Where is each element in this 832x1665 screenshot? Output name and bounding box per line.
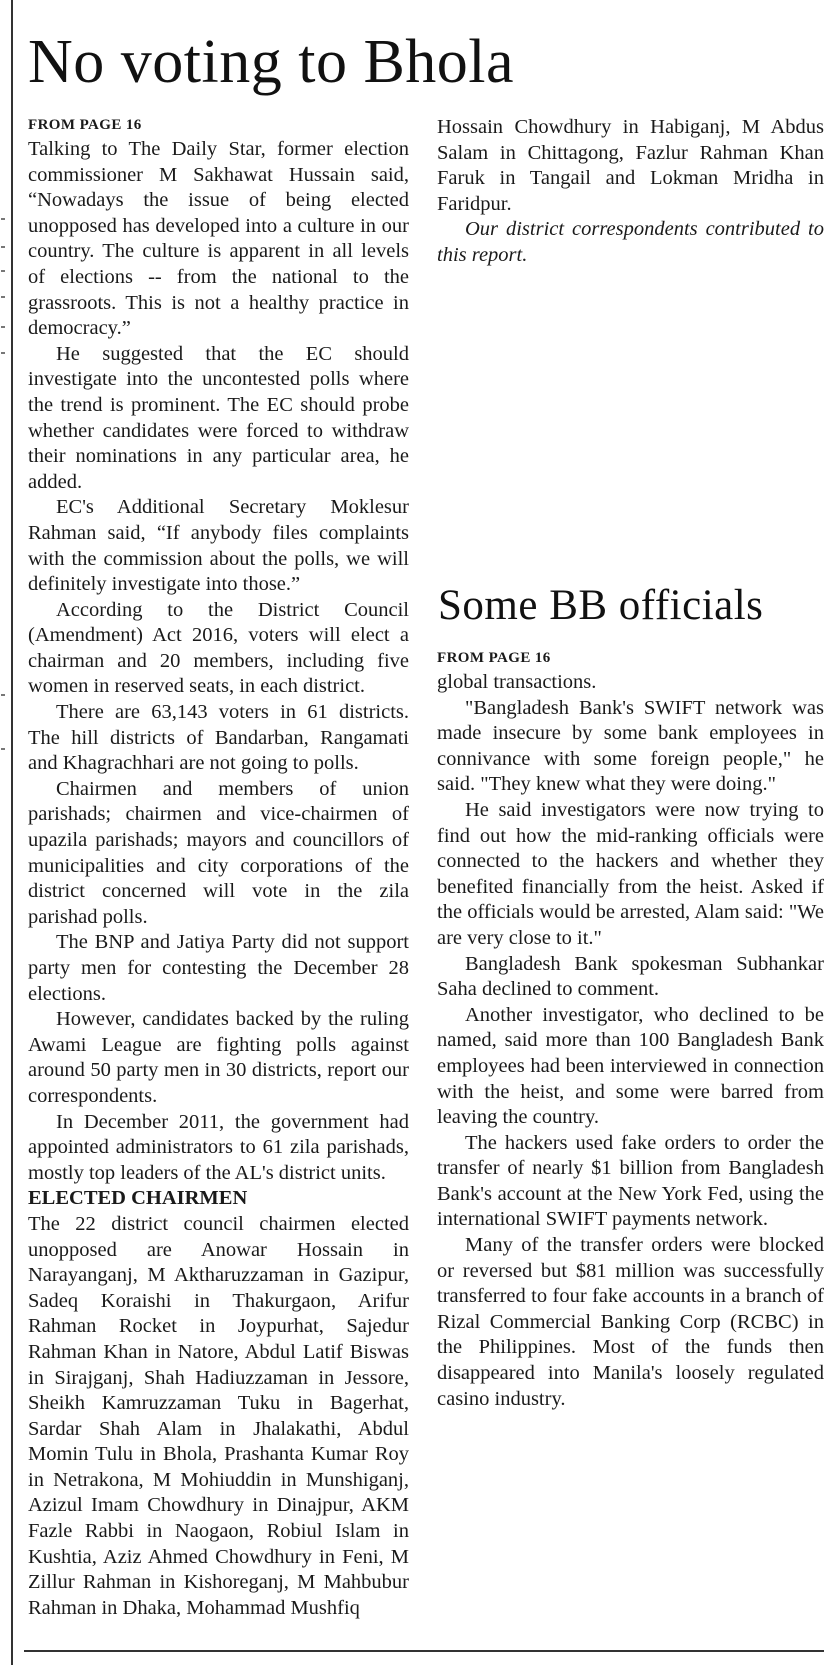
story2-paragraph: Bangladesh Bank spokesman Subhankar Saha declined to comment. — [437, 952, 824, 1001]
bottom-rule — [24, 1650, 824, 1652]
story2-paragraph: Another investigator, who declined to be named, said more than 100 Bangladesh Bank employees had been interviewed in connection with the heist, and some were barred from leaving the country. — [437, 1003, 824, 1129]
story1-paragraph: There are 63,143 voters in 61 districts. The hill districts of Bandarban, Rangamati and Khagrachhari are not going to polls. — [28, 701, 409, 775]
story1-paragraph: Talking to The Daily Star, former election commissioner M Sakhawat Hussain said, “Nowadays the issue of being elected unopposed has developed into a culture in our country. The culture is apparent in all levels of elections -- from the national to the grassroots. This is not a healthy practice in democracy.” — [28, 138, 409, 340]
story1-paragraph: However, candidates backed by the ruling Awami League are fighting polls against around 50 party men in 30 districts, report our correspondents. — [28, 1008, 409, 1107]
story1-column-2 — [437, 115, 824, 269]
story2-paragraph: He said investigators were now trying to find out how the mid-ranking officials were connected to the hackers and whether they benefited financially from the heist. Asked if the officials would be arrested, Alam said: "We are very close to it." — [437, 798, 824, 949]
story1-credit-line: Our district correspondents contributed to this report. — [437, 218, 824, 266]
story1-paragraph: In December 2011, the government had appointed administrators to 61 zila parishads, mostly top leaders of the AL's district units. — [28, 1110, 409, 1184]
left-column-rule — [11, 0, 13, 1665]
story1-paragraph: The BNP and Jatiya Party did not support party men for contesting the December 28 elections. — [28, 931, 409, 1005]
story2-paragraph: The hackers used fake orders to order the transfer of nearly $1 billion from Bangladesh Bank's account at the New York Fed, using the international SWIFT payments network. — [437, 1131, 824, 1231]
story1-paragraph: According to the District Council (Amendment) Act 2016, voters will elect a chairman and 20 members, including five women in reserved seats, in each district. — [28, 598, 409, 698]
story1-jump-label: FROM PAGE 16 — [28, 117, 142, 133]
story2-headline: Some BB officials — [438, 582, 764, 629]
story2-column — [437, 648, 824, 1412]
story2-paragraph: "Bangladesh Bank's SWIFT network was made insecure by some bank employees in connivance with some foreign people," he said. "They knew what they were doing." — [437, 696, 824, 796]
story1-column-1 — [28, 115, 409, 1621]
story1-paragraph: He suggested that the EC should investigate into the uncontested polls where the trend is prominent. The EC should probe whether candidates were forced to withdraw their nominations in any particular area, he added. — [28, 342, 409, 493]
story1-headline: No voting to Bhola — [28, 28, 515, 96]
story2-lead: global transactions. — [437, 671, 597, 693]
story1-subhead: ELECTED CHAIRMEN — [28, 1187, 248, 1210]
story1-chairmen-list-continued: Hossain Chowdhury in Habiganj, M Abdus Salam in Chittagong, Fazlur Rahman Khan Faruk in Tangail and Lokman Mridha in Faridpur. — [437, 116, 824, 215]
story2-jump-label: FROM PAGE 16 — [437, 650, 551, 666]
story1-paragraph: Chairmen and members of union parishads; chairmen and vice-chairmen of upazila parishads; mayors and councillors of municipalities and city corporations of the district concerned will vote in the zila parishad polls. — [28, 777, 409, 928]
story2-paragraph: Many of the transfer orders were blocked or reversed but $81 million was successfully transferred to four fake accounts in a branch of Rizal Commercial Banking Corp (RCBC) in the Philippines. Most of the funds then disappeared into Manila's loosely regulated casino industry. — [437, 1234, 824, 1410]
story1-chairmen-list: The 22 district council chairmen elected unopposed are Anowar Hossain in Narayanganj, M Aktharuzzaman in Gazipur, Sadeq Koraishi in Thakurgaon, Arifur Rahman Rocket in Joypurhat, Sajedur Rahman Khan in Natore, Abdul Latif Biswas in Sirajganj, Shah Hadiuzzaman in Jessore, Sheikh Kamruzzaman Tuku in Bagerhat, Sardar Shah Alam in Jhalakathi, Abdul Momin Tulu in Bhola, Prashanta Kumar Roy in Netrakona, M Mohiuddin in Munshiganj, Azizul Imam Chowdhury in Dinajpur, AKM Fazle Rabbi in Naogaon, Robiul Islam in Kushtia, Aziz Ahmed Chowdhury in Feni, M Zillur Rahman in Kishoreganj, M Mahbubur Rahman in Dhaka, Mohammad Mushfiq — [28, 1212, 409, 1619]
story1-paragraph: EC's Additional Secretary Moklesur Rahman said, “If anybody files complaints with the commission about the polls, we will definitely investigate into those.” — [28, 496, 409, 596]
